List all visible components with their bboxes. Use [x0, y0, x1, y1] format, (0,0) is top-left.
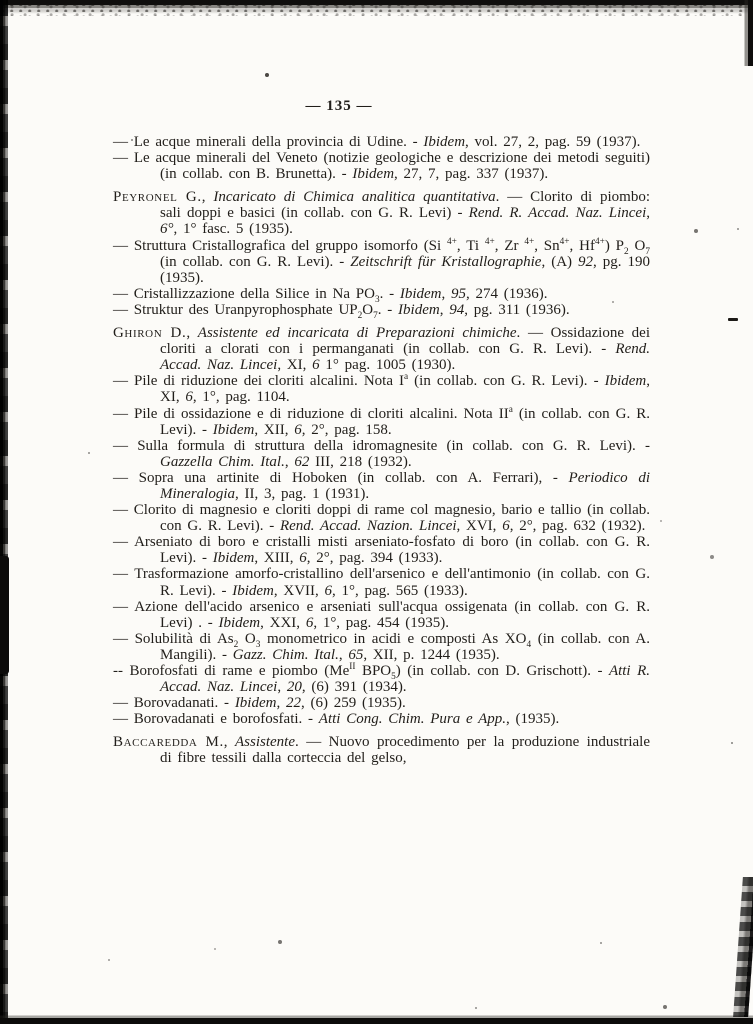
text-segment: , XXI,	[260, 614, 306, 631]
text-segment: 95	[451, 285, 466, 302]
bib-entry	[113, 134, 650, 150]
text-segment: 6	[312, 357, 320, 374]
scan-edge-top	[0, 0, 753, 16]
text-segment: ,	[201, 189, 214, 206]
bib-entry	[113, 470, 650, 502]
text-segment: 62	[294, 453, 310, 470]
text-segment: , 1° fasc. 5 (1935).	[173, 221, 293, 238]
text-segment: — Sopra una artinite di Hoboken (in collab. con A. Ferrari), -	[113, 469, 569, 486]
bib-entry	[113, 711, 650, 727]
text-segment: O	[628, 237, 646, 254]
text-segment: Ibidem	[232, 582, 274, 599]
text-segment: 2	[624, 246, 629, 257]
text-segment: ,	[439, 301, 450, 318]
text-segment: 7	[645, 246, 650, 257]
text-segment: , 1°, pag. 1104.	[192, 389, 290, 406]
text-segment: . — Ossidazione dei cloriti a clorati con i permanganati (in collab. con G. R. Levi). -	[160, 325, 650, 358]
text-segment: O	[362, 301, 374, 318]
text-segment: . — Nuovo procedimento per la produzione industriale di fibre tessili dalla corteccia del gelso,	[160, 734, 650, 767]
bib-entry	[113, 285, 650, 305]
scan-edge-left-blob	[0, 556, 9, 674]
text-segment: ,	[223, 734, 235, 751]
text-segment: Gazz. Chim. Ital.	[232, 646, 339, 663]
bib-entry	[113, 695, 650, 711]
bib-entry	[113, 238, 650, 286]
text-segment: Ibidem	[212, 550, 255, 567]
text-segment: Assistente ed incaricata di Preparazioni chimiche	[197, 325, 517, 342]
text-segment: , Hf	[569, 237, 595, 254]
text-segment: , XVII,	[273, 582, 325, 599]
text-segment: ,	[338, 646, 349, 663]
text-segment: ) P	[604, 237, 625, 254]
text-segment: — Pile di ossidazione e di riduzione di cloriti alcalini. Nota II	[113, 405, 509, 422]
text-segment: , 27, 7, pag. 337 (1937).	[394, 166, 549, 183]
text-segment: 65	[348, 646, 364, 663]
text-segment: — Struktur des Uranpyrophosphate UP	[113, 301, 358, 318]
text-segment: ,	[441, 285, 451, 302]
text-segment: — Le acque minerali del Veneto (notizie geologiche e descrizione dei metodi seguiti) (in collab. con B. Brunetta). -	[113, 150, 650, 183]
text-segment: , II, 3, pag. 1 (1931).	[235, 485, 370, 502]
author-name: Ghiron D.	[113, 325, 187, 342]
bib-entry	[113, 301, 650, 321]
text-segment: — Trasformazione amorfo-cristallino dell'arsenico e dell'antimonio (in collab. con G. R. Levi). -	[113, 566, 650, 599]
scan-specks	[0, 0, 2, 2]
text-segment: — Pile di riduzione dei cloriti alcalini. Nota I	[113, 373, 404, 390]
text-segment: ,	[284, 453, 295, 470]
text-segment: 4	[526, 639, 532, 650]
margin-dash-mark	[728, 318, 738, 321]
text-segment: — Clorito di magnesio e cloriti doppi di rame col magnesio, bario e tallio (in collab. con G. R. Levi). -	[113, 502, 650, 535]
text-segment: — Le acque minerali della provincia di Udine. -	[113, 134, 424, 150]
text-segment: 6°	[160, 221, 174, 238]
text-segment: 22	[285, 695, 301, 712]
bib-entry	[113, 734, 650, 766]
text-segment: — Sulla formula di struttura della idromagnesite (in collab. con G. R. Levi). -	[113, 437, 650, 454]
text-segment: II	[349, 662, 356, 672]
text-segment: , (1935).	[506, 711, 560, 728]
text-segment: Ibidem	[604, 373, 647, 390]
text-segment: ,	[276, 695, 286, 712]
text-segment: , XVI,	[456, 518, 503, 535]
text-segment: (in collab. con G. R. Levi). -	[160, 405, 650, 438]
text-segment: (in collab. con G. R. Levi). -	[408, 373, 605, 390]
text-segment: Ibidem	[218, 614, 261, 631]
text-segment: a	[404, 372, 409, 383]
bib-section	[113, 734, 650, 766]
scan-edge-bottom	[0, 1015, 753, 1024]
text-segment: 3	[374, 294, 380, 305]
text-segment: — Arseniato di boro e cristalli misti arseniato-fosfato di boro (in collab. con G. R. Levi). -	[113, 534, 650, 567]
text-segment: 6	[185, 389, 193, 406]
text-segment: 1° pag. 1005 (1930).	[319, 357, 456, 374]
text-segment: 6	[294, 421, 302, 438]
text-segment: 6	[502, 518, 510, 535]
bib-section	[113, 189, 651, 321]
text-segment: 4+	[524, 236, 535, 247]
text-segment: Ibidem	[352, 166, 395, 183]
text-segment: — Solubilità di As	[113, 630, 234, 647]
text-segment: — Borovadanati e borofosfati. -	[113, 711, 319, 728]
bib-entry	[113, 566, 650, 598]
text-segment: 7	[373, 310, 378, 321]
bib-entry	[113, 631, 650, 663]
text-segment: , XIII,	[254, 550, 300, 567]
text-segment: , XI,	[160, 373, 650, 406]
text-segment: . — Clorito di piombo: sali doppi e basici (in collab. con G. R. Levi) -	[160, 189, 650, 222]
text-segment: 2	[233, 639, 239, 650]
text-segment: , (6) 259 (1935).	[300, 695, 406, 712]
page-number: — 135 —	[305, 98, 373, 114]
text-segment: , Zr	[494, 237, 525, 254]
text-segment: Ibidem	[399, 285, 442, 302]
text-segment: , vol. 27, 2, pag. 59 (1937).	[465, 134, 641, 150]
text-segment: — Struttura Cristallografica del gruppo isomorfo (Si	[113, 237, 448, 254]
text-segment: a	[508, 404, 513, 415]
scan-edge-right-bottom	[733, 877, 753, 1017]
scan-edge-right-top	[740, 0, 753, 66]
text-segment: , XII, p. 1244 (1935).	[363, 646, 500, 663]
text-segment: , 1°, pag. 565 (1933).	[332, 582, 468, 599]
text-segment: ,	[646, 205, 650, 222]
text-segment: 6	[299, 550, 307, 567]
text-segment: 4+	[484, 236, 495, 247]
text-segment: Ibidem	[423, 134, 466, 150]
page-content	[113, 98, 650, 767]
bib-section	[113, 325, 650, 727]
bibliography-list	[113, 134, 650, 767]
text-segment: Zeitschrift für Kristallographie	[350, 253, 542, 270]
bib-section	[113, 134, 650, 182]
text-segment: , Sn	[534, 237, 560, 254]
text-segment: , 2°, pag. 158.	[301, 421, 392, 438]
text-segment: , pg. 190 (1935).	[160, 253, 651, 286]
text-segment: 6	[324, 582, 333, 599]
text-segment: 4+	[447, 236, 457, 247]
text-segment: , Ti	[456, 237, 485, 254]
text-segment: monometrico in acidi e composti As XO	[260, 630, 527, 647]
scan-edge-left	[0, 0, 8, 1024]
text-segment: Rend. Accad. Naz. Lincei	[160, 341, 650, 374]
text-segment: 6	[305, 614, 314, 631]
bib-entry	[113, 406, 650, 438]
text-segment: — Borovadanati. -	[113, 695, 235, 712]
bib-entry	[113, 325, 650, 373]
text-segment: , 274 (1936).	[466, 285, 548, 302]
bib-entry	[113, 599, 650, 631]
text-segment: 2	[357, 310, 363, 321]
text-segment: , pg. 311 (1936).	[464, 301, 570, 318]
text-segment: Ibidem	[212, 421, 255, 438]
text-segment: , (A)	[541, 253, 579, 270]
text-segment: — Azione dell'acido arsenico e arseniati sull'acqua ossigenata (in collab. con G. R. Levi) . -	[113, 598, 650, 631]
text-segment: Periodico di Mineralogia	[160, 469, 650, 502]
bib-entry	[113, 373, 650, 405]
text-segment: Atti Cong. Chim. Pura e App.	[318, 711, 507, 728]
bib-entry	[113, 502, 650, 534]
text-segment: — Cristallizzazione della Silice in Na PO	[113, 285, 375, 302]
bib-entry	[113, 150, 650, 182]
text-segment: III, 218 (1932).	[309, 453, 412, 470]
text-segment: 4+	[594, 236, 605, 247]
text-segment: 3	[255, 639, 261, 650]
text-segment: , XI,	[277, 357, 313, 374]
text-segment: ) (in collab. con D. Grischott). -	[395, 663, 609, 679]
text-segment: , 2°, pag. 394 (1933).	[306, 550, 443, 567]
text-segment: ,	[277, 679, 287, 696]
text-segment: 92	[578, 253, 594, 270]
text-segment: 94	[449, 301, 465, 318]
text-segment: . -	[377, 301, 399, 318]
bib-entry	[113, 663, 650, 695]
text-segment: Incaricato di Chimica analitica quantitativa	[213, 189, 496, 206]
text-segment: Ibidem	[398, 301, 440, 318]
text-segment: Assistente	[235, 734, 295, 751]
text-segment: O	[238, 630, 256, 647]
text-segment: BPO	[355, 663, 392, 679]
text-segment: . -	[379, 285, 400, 302]
text-segment: 5	[391, 672, 396, 682]
text-segment: , 2°, pag. 632 (1932).	[509, 518, 646, 535]
text-segment: Rend. Accad. Nazion. Lincei	[279, 518, 457, 535]
text-segment: (in collab. con G. R. Levi). -	[160, 253, 351, 270]
text-segment: 20	[286, 679, 302, 696]
text-segment: Ibidem	[234, 695, 277, 712]
author-name: Baccaredda M.	[113, 734, 224, 751]
text-segment: 4+	[559, 236, 570, 247]
text-segment: ,	[186, 325, 198, 342]
text-segment: (in collab. con A. Mangili). -	[160, 630, 650, 663]
bib-entry	[113, 438, 650, 470]
text-segment: , XII,	[254, 421, 295, 438]
bib-entry	[113, 534, 650, 566]
text-segment: Gazzella Chim. Ital.	[160, 453, 285, 470]
bib-entry	[113, 189, 650, 237]
author-name: Peyronel G.	[113, 189, 202, 206]
text-segment: , 1°, pag. 454 (1935).	[313, 614, 449, 631]
text-segment: Rend. R. Accad. Naz. Lincei	[468, 205, 647, 222]
text-segment: , (6) 391 (1934).	[301, 679, 407, 696]
text-segment: -- Borofosfati di rame e piombo (Me	[113, 663, 350, 679]
text-segment: Atti R. Accad. Naz. Lincei	[160, 663, 650, 696]
